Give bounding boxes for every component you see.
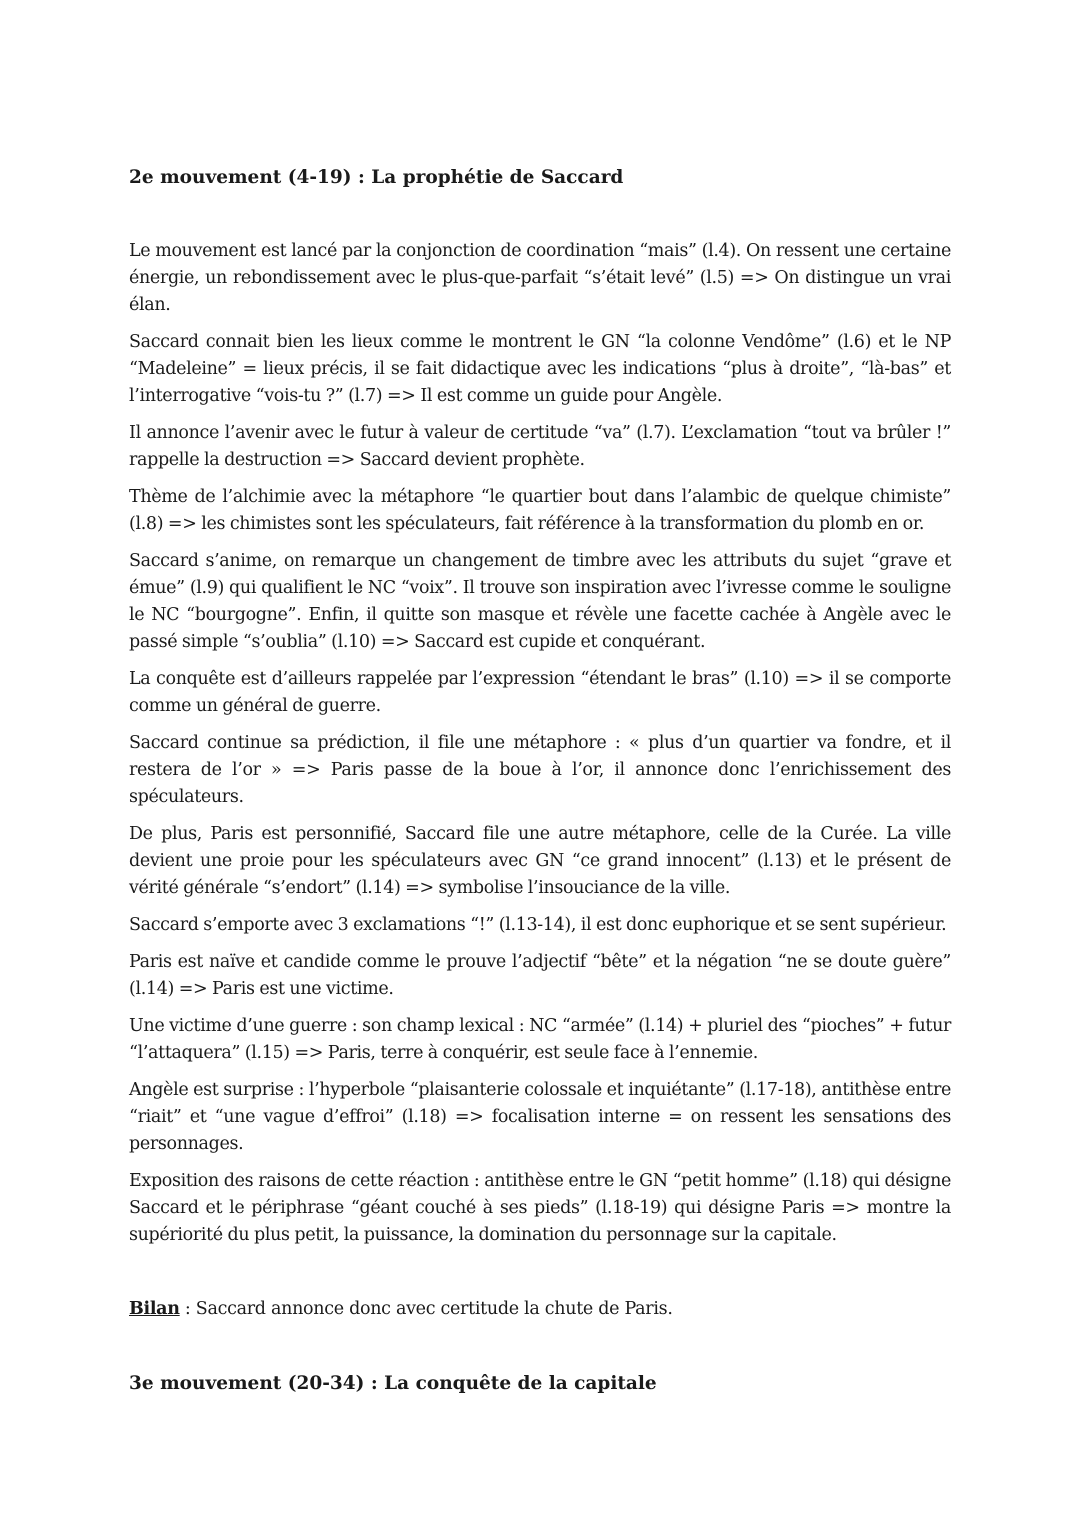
bilan-summary: [129, 1296, 951, 1323]
bilan-label: Bilan: [129, 1299, 180, 1319]
section-3-heading-separator: :: [364, 1373, 385, 1394]
bilan-text: : Saccard annonce donc avec certitude la chute de Paris.: [179, 1299, 673, 1319]
paragraph: Le mouvement est lancé par la conjonction de coordination “mais” (l.4). On ressent une certaine énergie, un rebondissement avec le plus-que-parfait “s’était levé” (l.5) => On distingue un vrai élan.: [129, 241, 951, 315]
section-3-heading-number: 3e mouvement (20-34): [129, 1373, 365, 1394]
paragraph: Saccard continue sa prédiction, il file une métaphore : « plus d’un quartier va fondre, et il restera de l’or » => Paris passe de la boue à l’or, il annonce donc l’enrichissement des spéculateurs.: [129, 733, 951, 807]
section-2-heading-title: La prophétie de Saccard: [371, 167, 624, 188]
section-2-heading: [129, 164, 951, 192]
paragraph: Saccard connait bien les lieux comme le montrent le GN “la colonne Vendôme” (l.6) et le NP “Madeleine” = lieux précis, il se fait didactique avec les indications “plus à droite”, “là-bas” et l’interrogative “vois-tu ?” (l.7) => Il est comme un guide pour Angèle.: [129, 332, 951, 406]
section-2-heading-number: 2e mouvement (4-19): [129, 167, 352, 188]
paragraph: Paris est naïve et candide comme le prouve l’adjectif “bête” et la négation “ne se doute guère” (l.14) => Paris est une victime.: [129, 952, 951, 999]
paragraph: Exposition des raisons de cette réaction : antithèse entre le GN “petit homme” (l.18) qui désigne Saccard et le périphrase “géant couché à ses pieds” (l.18-19) qui désigne Paris => montre la supériorité du plus petit, la puissance, la domination du personnage sur la capitale.: [129, 1171, 951, 1245]
paragraph: Il annonce l’avenir avec le futur à valeur de certitude “va” (l.7). L’exclamation “tout va brûler !” rappelle la destruction => Saccard devient prophète.: [129, 423, 951, 470]
section-3-heading: [129, 1370, 951, 1398]
paragraph: Saccard s’emporte avec 3 exclamations “!” (l.13-14), il est donc euphorique et se sent supérieur.: [129, 915, 947, 935]
document-page: [129, 164, 951, 1398]
section-2-heading-separator: :: [351, 167, 372, 188]
paragraph: Angèle est surprise : l’hyperbole “plaisanterie colossale et inquiétante” (l.17-18), antithèse entre “riait” et “une vague d’effroi” (l.18) => focalisation interne = on ressent les sensations des personnages.: [129, 1080, 951, 1154]
paragraph: Thème de l’alchimie avec la métaphore “le quartier bout dans l’alambic de quelque chimiste” (l.8) => les chimistes sont les spéculateurs, fait référence à la transformation du plomb en or.: [129, 487, 951, 534]
section-3-heading-title: La conquête de la capitale: [384, 1373, 657, 1394]
paragraph: De plus, Paris est personnifié, Saccard file une autre métaphore, celle de la Curée. La ville devient une proie pour les spéculateurs avec GN “ce grand innocent” (l.13) et le présent de vérité générale “s’endort” (l.14) => symbolise l’insouciance de la ville.: [129, 824, 951, 898]
paragraph: La conquête est d’ailleurs rappelée par l’expression “étendant le bras” (l.10) => il se comporte comme un général de guerre.: [129, 669, 951, 716]
paragraph: Saccard s’anime, on remarque un changement de timbre avec les attributs du sujet “grave et émue” (l.9) qui qualifient le NC “voix”. Il trouve son inspiration avec l’ivresse comme le souligne le NC “bourgogne”. Enfin, il quitte son masque et révèle une facette cachée à Angèle avec le passé simple “s’oublia” (l.10) => Saccard est cupide et conquérant.: [129, 551, 951, 652]
paragraph: Une victime d’une guerre : son champ lexical : NC “armée” (l.14) + pluriel des “pioches” + futur “l’attaquera” (l.15) => Paris, terre à conquérir, est seule face à l’ennemie.: [129, 1016, 951, 1063]
